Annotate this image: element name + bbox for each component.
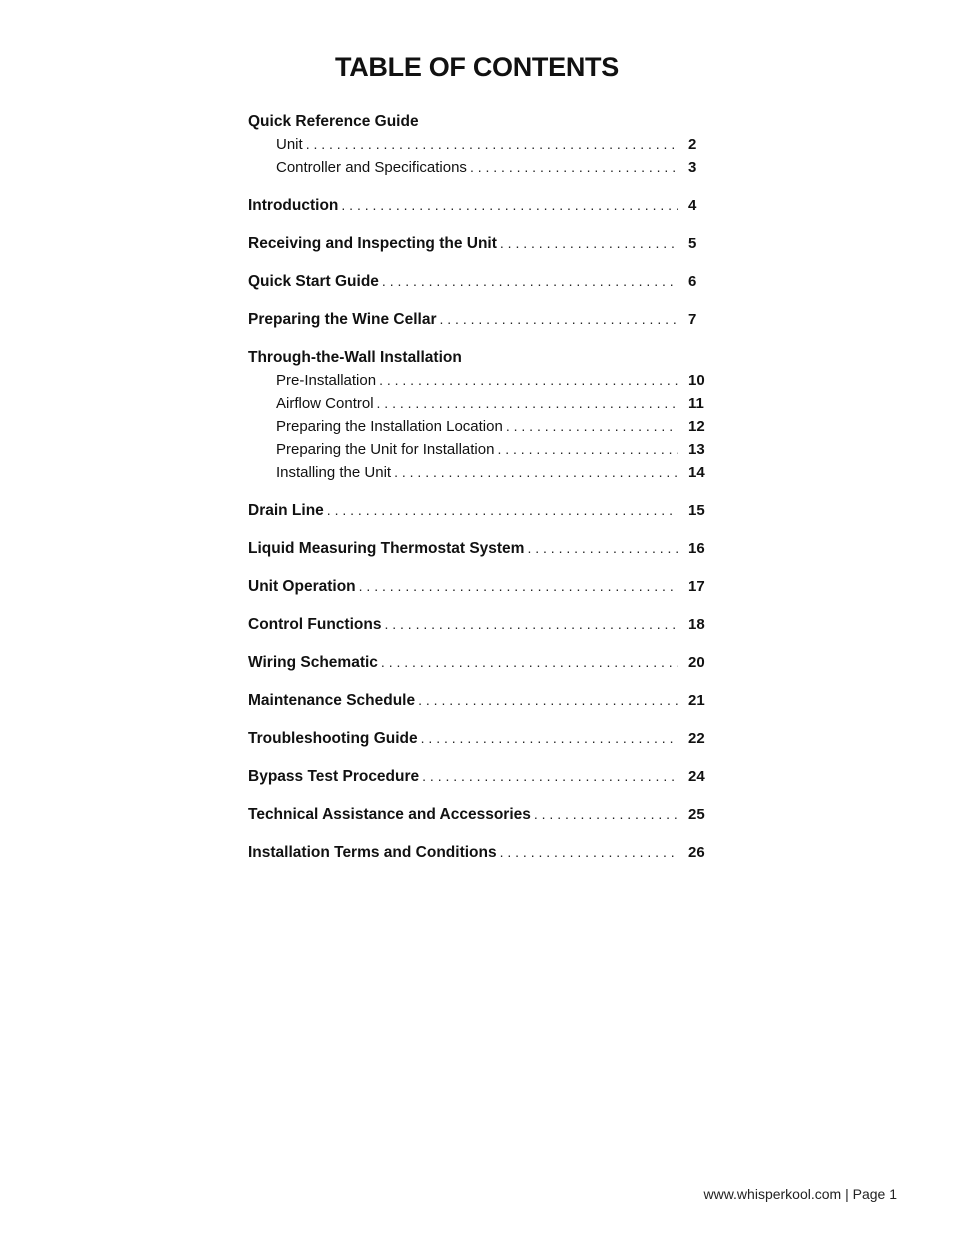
toc-subentry: [248, 369, 718, 392]
toc-page-number: 13: [688, 441, 705, 458]
dot-leader: [500, 232, 678, 255]
toc-page-number: 10: [688, 372, 705, 389]
toc-subentry: [248, 415, 718, 438]
page-footer: [703, 1186, 897, 1202]
dot-leader: [527, 537, 678, 560]
toc-page-number: 26: [688, 844, 705, 861]
toc-entry-label: Preparing the Installation Location: [276, 418, 503, 435]
toc-entry: [248, 803, 718, 826]
toc-entry-label: Technical Assistance and Accessories: [248, 806, 531, 823]
toc-entry-label: Introduction: [248, 197, 339, 214]
toc-entry: [248, 765, 718, 788]
toc-page-number: 5: [688, 235, 697, 252]
toc-page-number: 3: [688, 159, 697, 176]
dot-leader: [394, 461, 678, 484]
toc-entry: [248, 841, 718, 864]
toc-entry-label: Liquid Measuring Thermostat System: [248, 540, 525, 557]
dot-leader: [418, 689, 678, 712]
dot-leader: [470, 156, 678, 179]
toc-entry-label: Receiving and Inspecting the Unit: [248, 235, 497, 252]
toc-page-number: 20: [688, 654, 705, 671]
toc-subentry: [248, 392, 718, 415]
toc-page-number: 18: [688, 616, 705, 633]
toc-entry-label: Quick Start Guide: [248, 273, 379, 290]
toc-entry-label: Troubleshooting Guide: [248, 730, 418, 747]
dot-leader: [327, 499, 678, 522]
toc-page-number: 16: [688, 540, 705, 557]
toc-page-number: 17: [688, 578, 705, 595]
toc-page-number: 2: [688, 136, 697, 153]
toc-page-number: 14: [688, 464, 705, 481]
toc-entry-label: Controller and Specifications: [276, 159, 467, 176]
dot-leader: [440, 308, 679, 331]
table-of-contents: [248, 110, 718, 864]
toc-entry: [248, 194, 718, 217]
dot-leader: [359, 575, 678, 598]
dot-leader: [421, 727, 678, 750]
page-title: TABLE OF CONTENTS: [335, 52, 619, 82]
toc-entry-label: Installation Terms and Conditions: [248, 844, 497, 861]
dot-leader: [422, 765, 678, 788]
toc-entry: [248, 308, 718, 331]
dot-leader: [306, 133, 678, 156]
toc-page-number: 11: [688, 395, 704, 412]
toc-section-heading: Through-the-Wall Installation: [248, 349, 462, 366]
dot-leader: [377, 392, 678, 415]
dot-leader: [506, 415, 678, 438]
toc-subentry: [248, 438, 718, 461]
footer-page-number: Page 1: [852, 1186, 897, 1202]
dot-leader: [384, 613, 678, 636]
toc-entry: [248, 270, 718, 293]
toc-page-number: 22: [688, 730, 705, 747]
toc-section-heading: Quick Reference Guide: [248, 113, 419, 130]
dot-leader: [341, 194, 678, 217]
toc-entry: [248, 689, 718, 712]
toc-entry-label: Control Functions: [248, 616, 382, 633]
toc-entry: [248, 499, 718, 522]
toc-entry: [248, 537, 718, 560]
toc-subentry: [248, 461, 718, 484]
toc-entry: [248, 651, 718, 674]
dot-leader: [534, 803, 678, 826]
footer-separator: |: [845, 1186, 849, 1202]
toc-page-number: 24: [688, 768, 705, 785]
dot-leader: [381, 651, 678, 674]
toc-entry: [248, 727, 718, 750]
toc-entry: [248, 613, 718, 636]
dot-leader: [497, 438, 678, 461]
toc-entry-label: Maintenance Schedule: [248, 692, 416, 709]
toc-page-number: 25: [688, 806, 705, 823]
dot-leader: [379, 369, 678, 392]
toc-page-number: 4: [688, 197, 697, 214]
toc-entry-label: Airflow Control: [276, 395, 374, 412]
toc-entry-label: Pre-Installation: [276, 372, 377, 389]
toc-page-number: 21: [688, 692, 705, 709]
footer-website: www.whisperkool.com: [703, 1186, 842, 1202]
toc-entry: [248, 232, 718, 255]
toc-subentry: [248, 156, 718, 179]
toc-entry-label: Drain Line: [248, 502, 324, 519]
toc-page-number: 12: [688, 418, 705, 435]
toc-page-number: 15: [688, 502, 705, 519]
toc-entry-label: Bypass Test Procedure: [248, 768, 420, 785]
dot-leader: [500, 841, 678, 864]
toc-entry-label: Preparing the Wine Cellar: [248, 311, 437, 328]
dot-leader: [382, 270, 678, 293]
toc-entry: [248, 575, 718, 598]
toc-entry-label: Wiring Schematic: [248, 654, 378, 671]
toc-entry-label: Installing the Unit: [276, 464, 392, 481]
toc-subentry: [248, 133, 718, 156]
toc-page-number: 6: [688, 273, 697, 290]
toc-entry-label: Unit Operation: [248, 578, 356, 595]
toc-entry-label: Preparing the Unit for Installation: [276, 441, 495, 458]
toc-page-number: 7: [688, 311, 697, 328]
toc-entry-label: Unit: [276, 136, 303, 153]
